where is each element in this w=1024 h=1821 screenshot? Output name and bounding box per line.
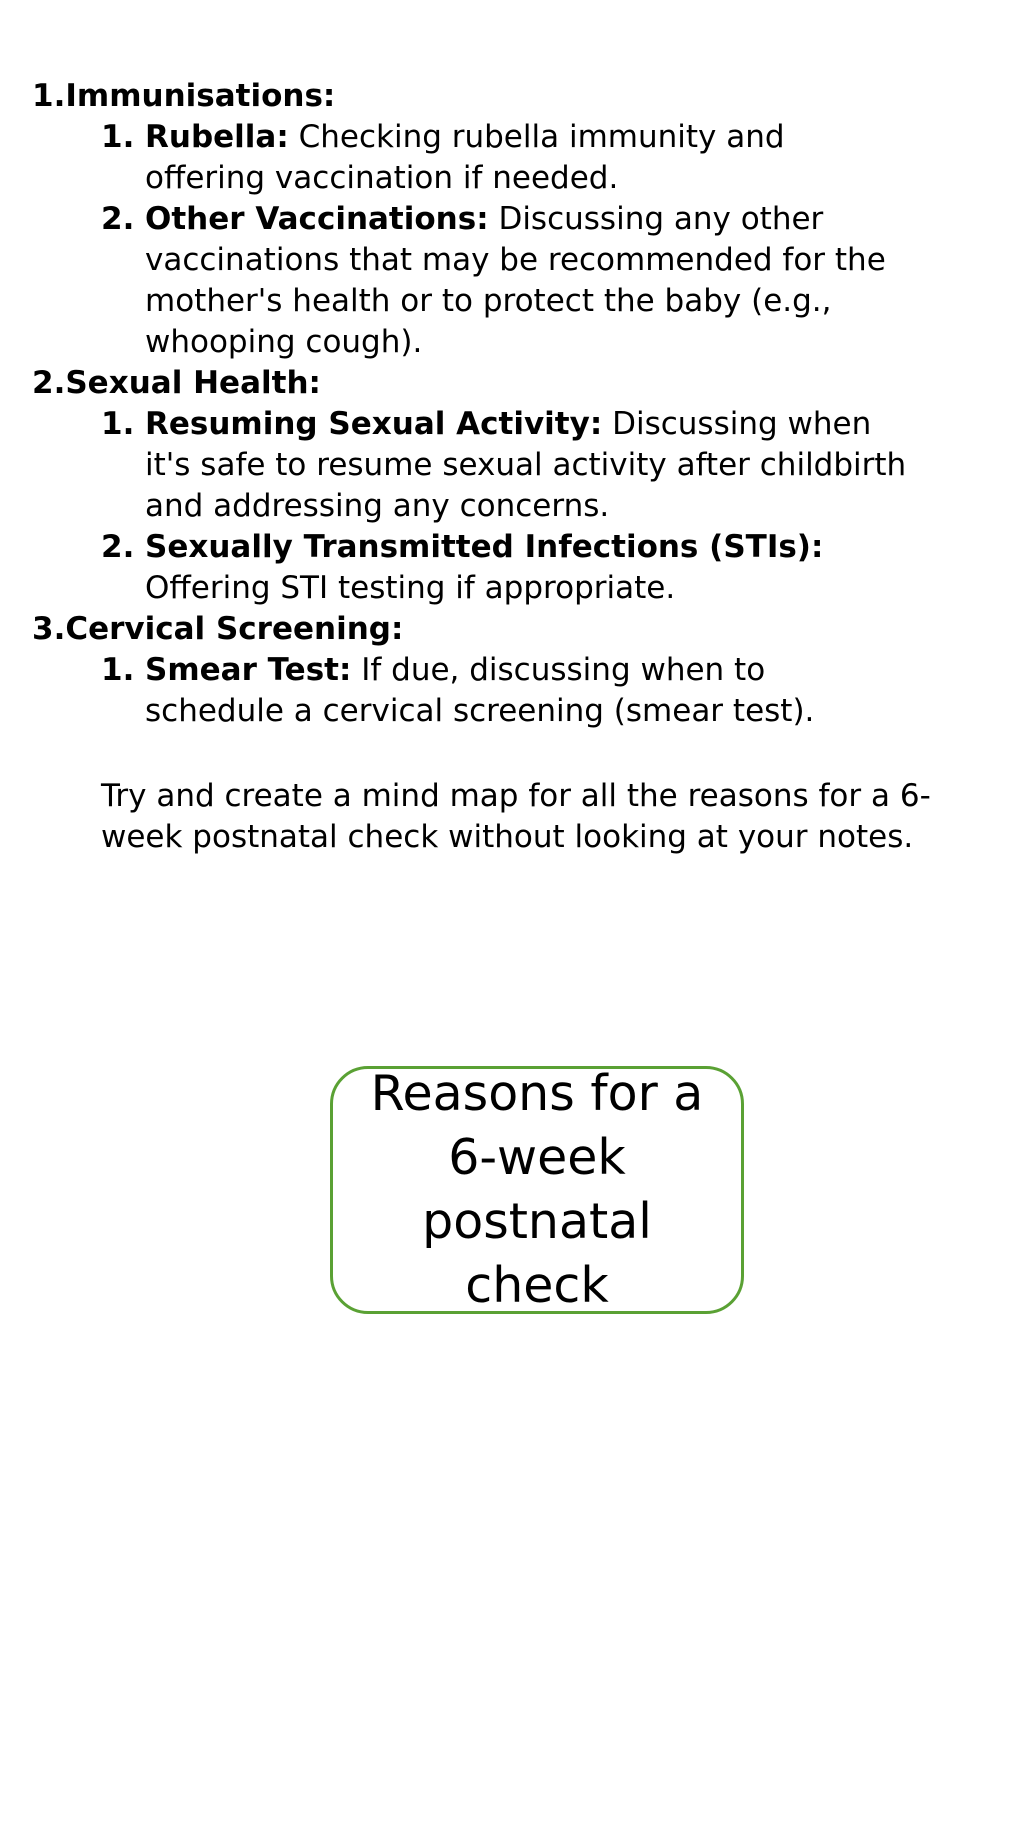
topic-list — [32, 76, 1012, 732]
central-node-label: Reasons for a 6-week postnatal check — [370, 1066, 704, 1314]
topic-number: 1. — [32, 78, 66, 114]
subtopic-list — [32, 404, 1012, 609]
list-item — [32, 404, 912, 527]
item-title: Other Vaccinations: — [145, 201, 489, 237]
subtopic-list — [32, 650, 1012, 732]
item-number: 2. — [101, 201, 135, 237]
topic-heading — [32, 609, 1012, 650]
item-title: Sexually Transmitted Infections (STIs): — [145, 529, 824, 565]
item-number: 1. — [101, 652, 135, 688]
topic-number: 2. — [32, 365, 66, 401]
list-item — [32, 117, 912, 199]
topic-title: Cervical Screening: — [65, 611, 404, 647]
item-text: If due, discussing when to schedule a cervical screening (smear test). — [145, 652, 815, 729]
item-text: Checking rubella immunity and offering vaccination if needed. — [145, 119, 785, 196]
topic-title: Immunisations: — [65, 78, 336, 114]
list-item — [32, 527, 912, 609]
topic-cervical-screening — [32, 609, 1012, 732]
topic-title: Sexual Health: — [65, 365, 321, 401]
topic-heading — [32, 76, 1012, 117]
topic-heading — [32, 363, 1012, 404]
list-item — [32, 199, 912, 363]
item-title: Resuming Sexual Activity: — [145, 406, 603, 442]
topic-sexual-health — [32, 363, 1012, 609]
item-text: Discussing any other vaccinations that may be recommended for the mother's health or to protect the baby (e.g., whooping cough). — [145, 201, 886, 360]
item-text: Discussing when it's safe to resume sexual activity after childbirth and addressing any concerns. — [145, 406, 907, 524]
topic-immunisations — [32, 76, 1012, 363]
item-number: 2. — [101, 529, 135, 565]
mind-map-central-node — [330, 1066, 744, 1314]
item-number: 1. — [101, 406, 135, 442]
subtopic-list — [32, 117, 1012, 363]
list-item — [32, 650, 912, 732]
item-title: Rubella: — [145, 119, 289, 155]
topic-number: 3. — [32, 611, 66, 647]
mind-map-instruction: Try and create a mind map for all the reasons for a 6-week postnatal check without looking at your notes. — [101, 778, 931, 855]
item-number: 1. — [101, 119, 135, 155]
item-title: Smear Test: — [145, 652, 352, 688]
item-text: Offering STI testing if appropriate. — [145, 570, 676, 606]
